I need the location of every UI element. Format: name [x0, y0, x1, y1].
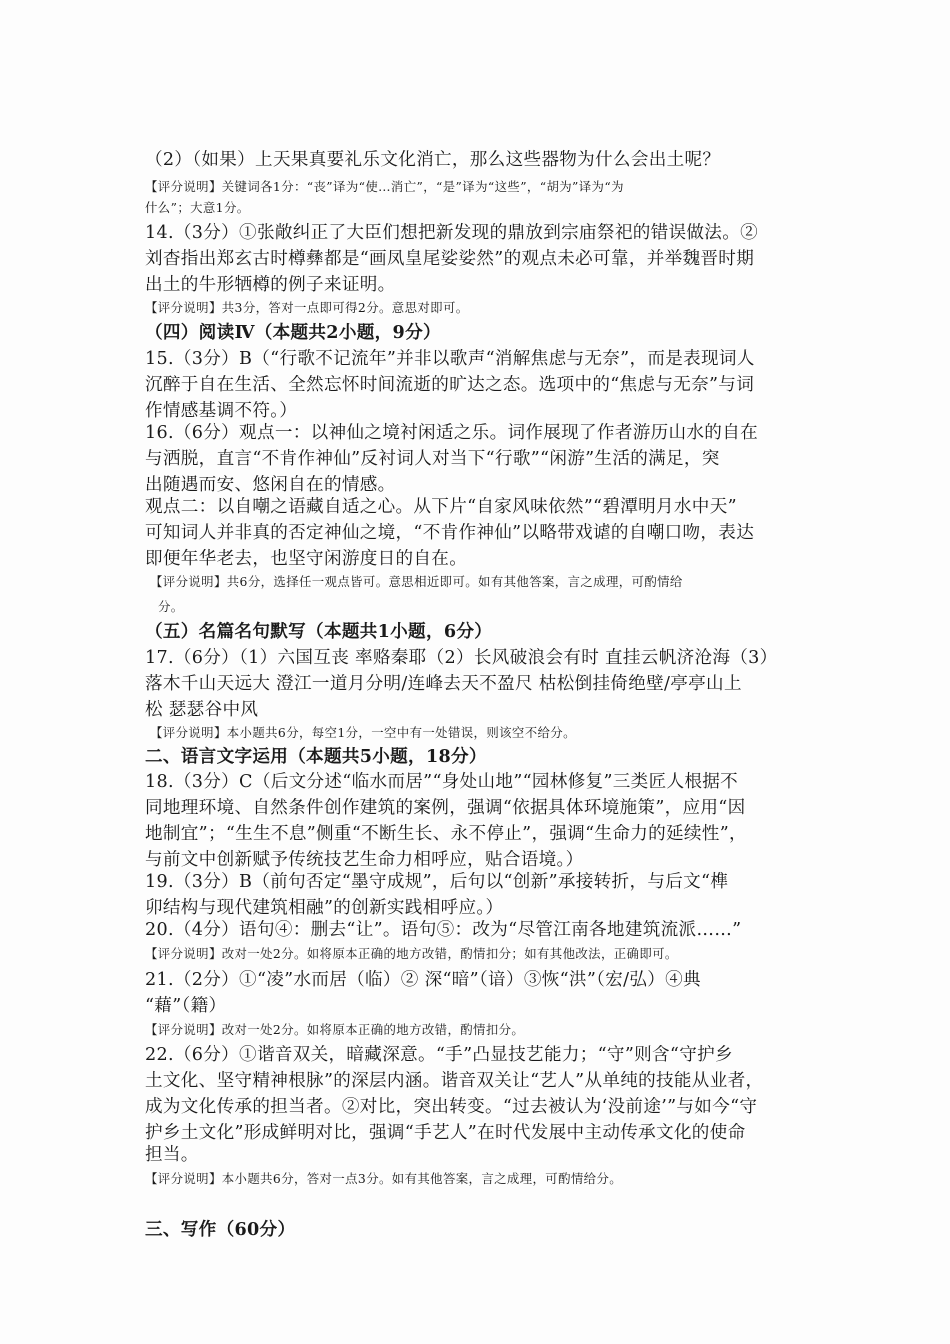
answer-line: 担当。 [145, 1145, 199, 1165]
answer-line: 落木千山天远大 澄江一道月分明/连峰去天不盈尺 枯松倒挂倚绝壁/亭亭山上 [145, 674, 742, 694]
scoring-note: 【评分说明】关键词各1分：“丧”译为“使…消亡”，“是”译为“这些”，“胡为”译为“为 [145, 179, 624, 194]
answer-line: 16.（6分）观点一：以神仙之境衬闲适之乐。词作展现了作者游历山水的自在 [145, 423, 758, 443]
answer-line: 刘杳指出郑玄古时樽彝都是“画凤皇尾娑娑然”的观点未必可靠，并举魏晋时期 [145, 249, 755, 269]
answer-line: 17.（6分）（1）六国互丧 率赂秦耶（2）长风破浪会有时 直挂云帆济沧海（3） [145, 648, 778, 668]
answer-line: 与前文中创新赋予传统技艺生命力相呼应，贴合语境。） [145, 850, 584, 870]
section-heading: 三、写作（60分） [145, 1219, 296, 1240]
answer-line: 19.（3分）B（前句否定“墨守成规”，后句以“创新”承接转折，与后文“榫 [145, 872, 729, 892]
answer-line: （2）（如果）上天果真要礼乐文化消亡，那么这些器物为什么会出土呢？ [145, 150, 721, 170]
answer-line: 同地理环境、自然条件创作建筑的案例，强调“依据具体环境施策”，应用“因 [145, 798, 746, 818]
answer-line: 14.（3分）①张敞纠正了大臣们想把新发现的鼎放到宗庙祭祀的错误做法。② [145, 223, 758, 243]
answer-line: 21.（2分）①“凌”水而居（临）② 深“暗”（谙）③恢“洪”（宏/弘）④典 [145, 970, 701, 990]
answer-line: 护乡土文化”形成鲜明对比，强调“手艺人”在时代发展中主动传承文化的使命 [145, 1123, 746, 1143]
answer-line: 可知词人并非真的否定神仙之境，“不肯作神仙”以略带戏谑的自嘲口吻，表达 [145, 523, 755, 543]
answer-line: 即便年华老去，也坚守闲游度日的自在。 [145, 549, 468, 569]
answer-line: 成为文化传承的担当者。②对比，突出转变。“过去被认为‘没前途’”与如今“守 [145, 1097, 758, 1117]
answer-line: 松 瑟瑟谷中风 [145, 700, 259, 720]
scoring-note: 【评分说明】共6分，选择任一观点皆可。意思相近即可。如有其他答案，言之成理，可酌情给 [150, 574, 683, 589]
answer-line: 18.（3分）C（后文分述“临水而居”“身处山地”“园林修复”三类匠人根据不 [145, 772, 739, 792]
section-heading: 二、语言文字运用（本题共5小题，18分） [145, 746, 487, 767]
answer-line: 作情感基调不符。） [145, 401, 298, 421]
scoring-note: 分。 [158, 599, 184, 614]
answer-line: “藉”（籍） [145, 996, 227, 1016]
scoring-note: 【评分说明】改对一处2分。如将原本正确的地方改错，酌情扣分。 [145, 1022, 525, 1037]
answer-line: 15.（3分）B（“行歌不记流年”并非以歌声“消解焦虑与无奈”，而是表现词人 [145, 349, 755, 369]
answer-line: 出土的牛形牺樽的例子来证明。 [145, 275, 396, 295]
scoring-note: 【评分说明】本小题共6分，答对一点3分。如有其他答案，言之成理，可酌情给分。 [145, 1171, 623, 1186]
answer-line: 与洒脱，直言“不肯作神仙”反衬词人对当下“行歌”“闲游”生活的满足，突 [145, 449, 720, 469]
scoring-note: 什么”；大意1分。 [145, 200, 250, 215]
answer-line: 20.（4分）语句④：删去“让”。语句⑤：改为“尽管江南各地建筑流派……” [145, 920, 742, 940]
section-heading: （四）阅读Ⅳ（本题共2小题，9分） [145, 322, 441, 343]
answer-line: 土文化、坚守精神根脉”的深层内涵。谐音双关让“艺人”从单纯的技能从业者， [145, 1071, 764, 1091]
scoring-note: 【评分说明】本小题共6分，每空1分，一空中有一处错误，则该空不给分。 [150, 725, 576, 740]
scoring-note: 【评分说明】改对一处2分。如将原本正确的地方改错，酌情扣分；如有其他改法，正确即可。 [145, 946, 678, 961]
answer-line: 观点二：以自嘲之语藏自适之心。从下片“自家风味依然”“碧潭明月水中天” [145, 497, 737, 517]
scoring-note: 【评分说明】共3分，答对一点即可得2分。意思对即可。 [145, 300, 469, 315]
answer-line: 22.（6分）①谐音双关，暗藏深意。“手”凸显技艺能力；“守”则含“守护乡 [145, 1045, 733, 1065]
answer-line: 出随遇而安、悠闲自在的情感。 [145, 475, 396, 495]
section-heading: （五）名篇名句默写（本题共1小题，6分） [145, 621, 493, 642]
answer-line: 地制宜”；“生生不息”侧重“不断生长、永不停止”，强调“生命力的延续性”， [145, 824, 747, 844]
answer-line: 沉醉于自在生活、全然忘怀时间流逝的旷达之态。选项中的“焦虑与无奈”与词 [145, 375, 755, 395]
answer-line: 卯结构与现代建筑相融”的创新实践相呼应。） [145, 898, 504, 918]
